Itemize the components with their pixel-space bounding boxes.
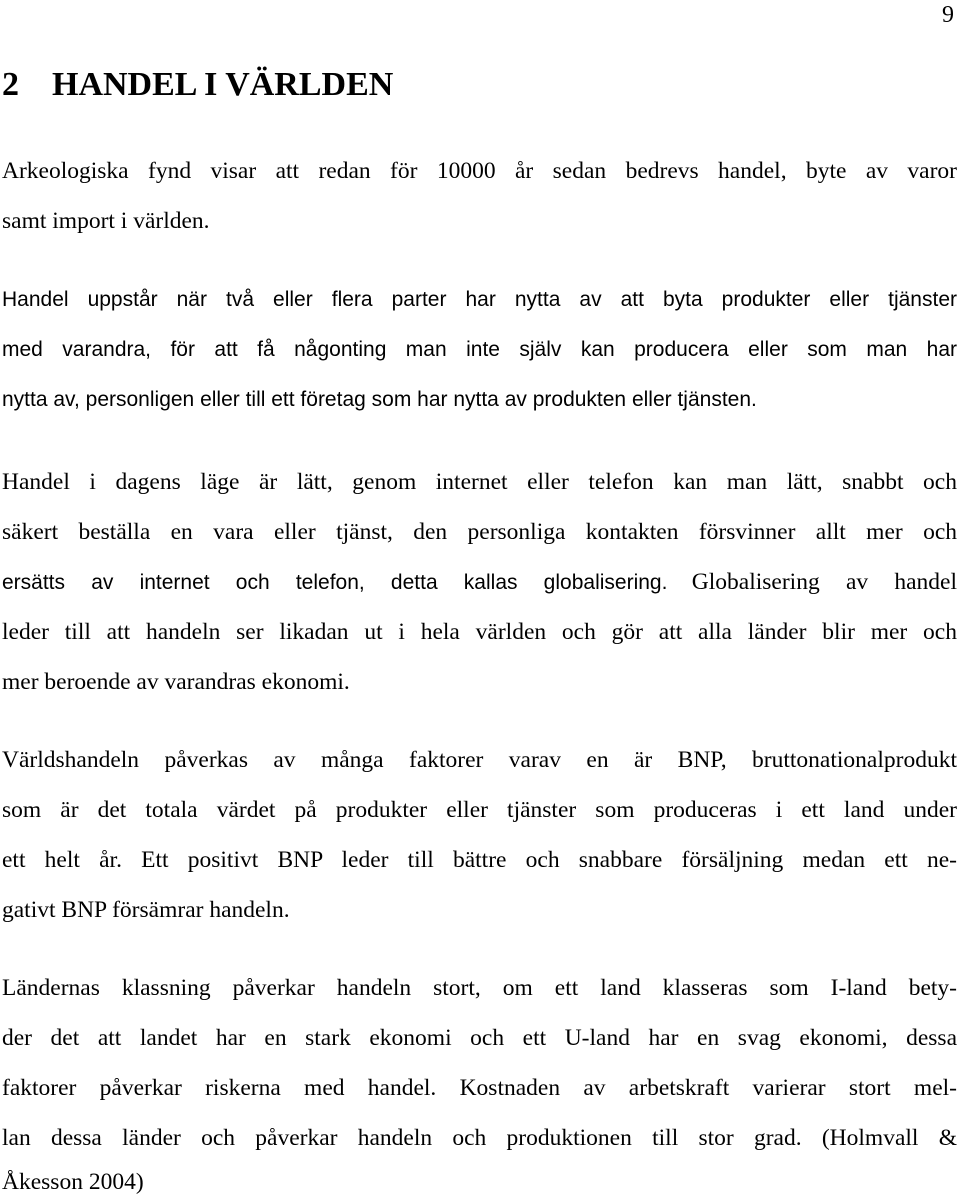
paragraph-country-classification: [2, 963, 957, 1201]
text-line: Handel i dagens läge är lätt, genom internet eller telefon kan man lätt, snabbt och: [2, 469, 957, 495]
page-number: 9: [942, 2, 954, 28]
text-line: Ländernas klassning påverkar handeln stort, om ett land klasseras som I-land bety-: [2, 975, 957, 1001]
text-line: lan dessa länder och påverkar handeln och produktionen till stor grad. (Holmvall &: [2, 1125, 957, 1151]
text-line: samt import i världen.: [2, 208, 210, 234]
text-line: faktorer påverkar riskerna med handel. Kostnaden av arbetskraft varierar stort mel-: [2, 1075, 957, 1101]
text-line: Världshandeln påverkas av många faktorer varav en är BNP, bruttonationalprodukt: [2, 747, 957, 773]
text-line: säkert beställa en vara eller tjänst, den personliga kontakten försvinner allt mer och: [2, 519, 957, 545]
text-line: Arkeologiska fynd visar att redan för 10000 år sedan bedrevs handel, byte av varor: [2, 158, 957, 184]
text-segment: Globalisering av handel: [691, 569, 957, 595]
paragraph-globalisation: [2, 457, 957, 707]
text-line: med varandra, för att få någonting man inte själv kan producera eller som man har: [2, 338, 957, 361]
text-line: Handel uppstår när två eller flera parter har nytta av att byta produkter eller tjänster: [2, 288, 957, 311]
text-line: der det att landet har en stark ekonomi och ett U-land har en svag ekonomi, dessa: [2, 1025, 957, 1051]
text-line: gativt BNP försämrar handeln.: [2, 897, 290, 923]
paragraph-trade-origin: [2, 275, 957, 425]
text-line: ett helt år. Ett positivt BNP leder till bättre och snabbare försäljning medan ett ne-: [2, 847, 957, 873]
text-line: som är det totala värdet på produkter eller tjänster som produceras i ett land under: [2, 797, 957, 823]
text-line: leder till att handeln ser likadan ut i hela världen och gör att alla länder blir mer och: [2, 619, 957, 645]
text-segment: ersätts av internet och telefon, detta kallas globalisering.: [2, 571, 668, 594]
section-title: HANDEL I VÄRLDEN: [52, 66, 394, 103]
text-line: Åkesson 2004): [2, 1169, 144, 1195]
paragraph-bnp: [2, 735, 957, 935]
text-line: [2, 557, 957, 607]
paragraph-archaeology: [2, 146, 957, 246]
text-line: nytta av, personligen eller till ett företag som har nytta av produkten eller tjänsten.: [2, 388, 757, 411]
section-number: 2: [2, 66, 19, 103]
section-heading: [2, 62, 393, 108]
text-line: mer beroende av varandras ekonomi.: [2, 669, 350, 695]
